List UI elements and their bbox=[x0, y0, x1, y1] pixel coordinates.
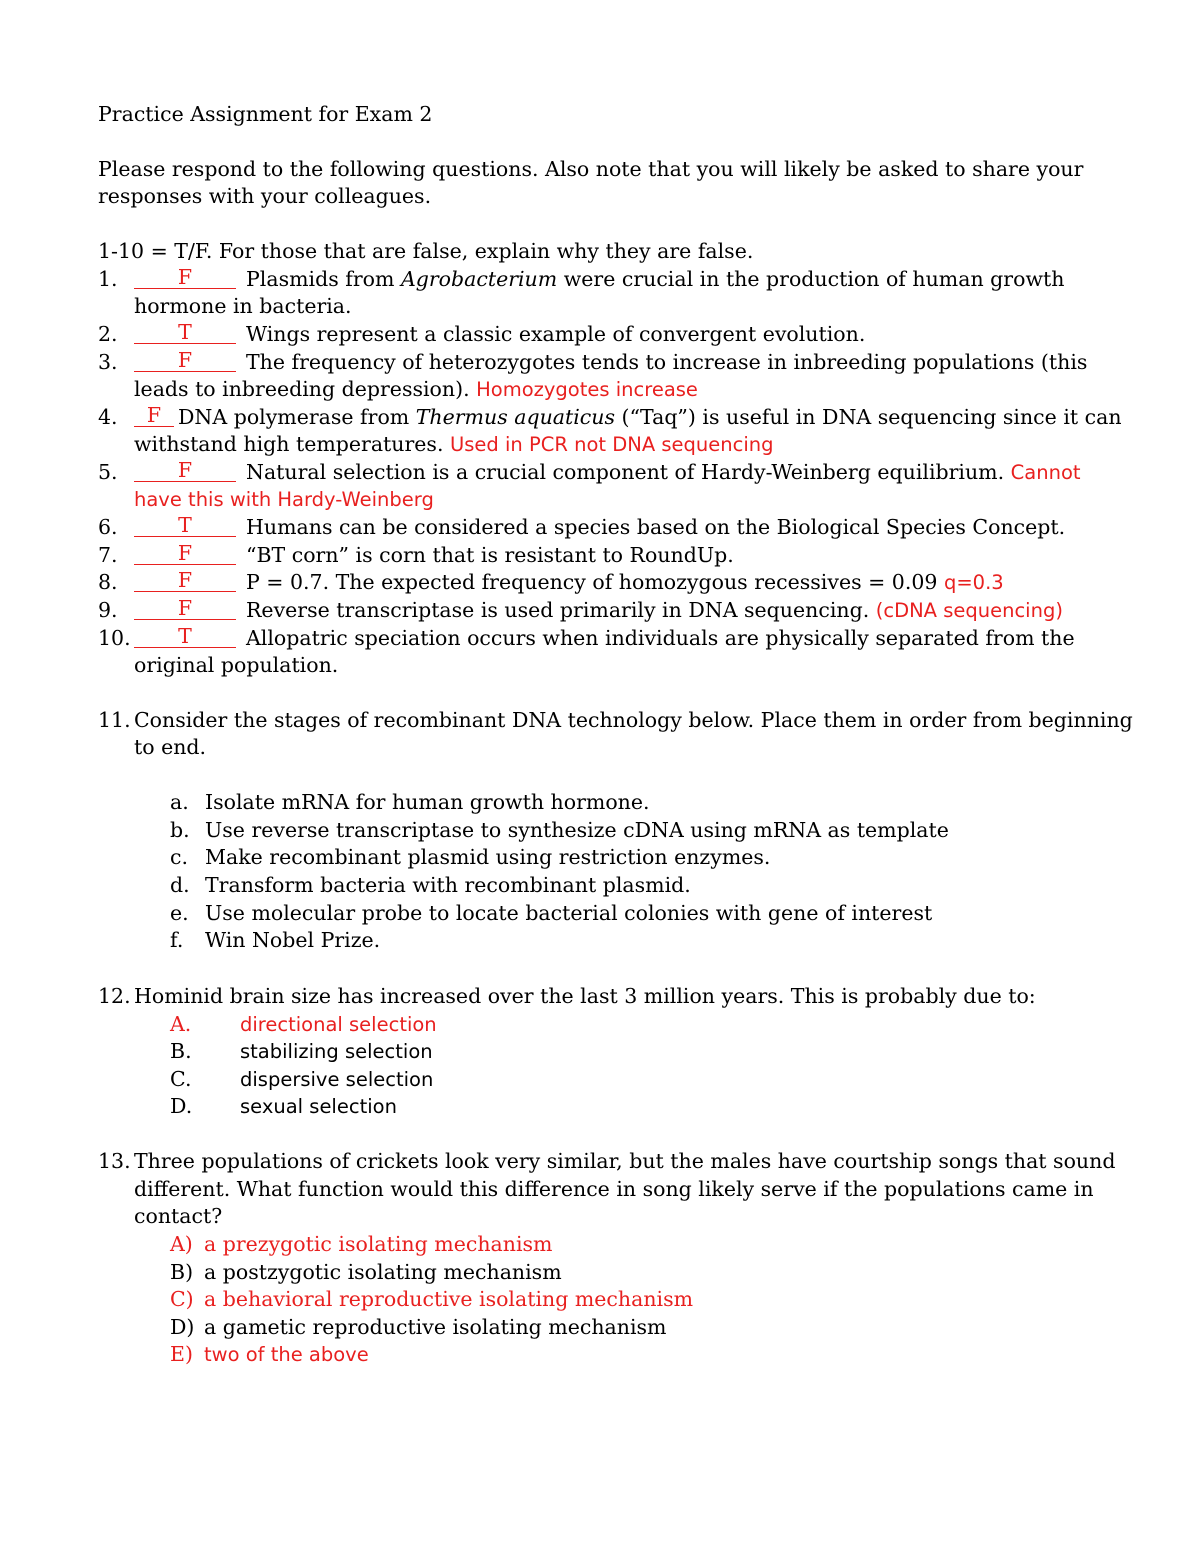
question-text: Wings represent a classic example of convergent evolution. bbox=[246, 322, 866, 346]
option-letter: A) bbox=[170, 1232, 193, 1256]
intro-line-2: responses with your colleagues. bbox=[98, 184, 432, 208]
answer-blank: F bbox=[134, 404, 174, 427]
answer-blank: T bbox=[134, 321, 236, 344]
intro-line-1: Please respond to the following questions. Also note that you will likely be asked to share your bbox=[98, 157, 1084, 181]
question-text: Plasmids from bbox=[246, 267, 401, 291]
tf-question-3-cont bbox=[134, 376, 698, 404]
answer-note: Cannot bbox=[1010, 461, 1081, 484]
option-e bbox=[170, 1341, 369, 1369]
tf-question-5-note-cont: have this with Hardy-Weinberg bbox=[134, 488, 434, 511]
question-11-cont: to end. bbox=[134, 735, 207, 759]
question-number: 8. bbox=[98, 570, 118, 594]
answer-blank: F bbox=[134, 266, 236, 289]
answer-blank: F bbox=[134, 597, 236, 620]
answer-note: (cDNA sequencing) bbox=[875, 599, 1063, 622]
list-item bbox=[170, 872, 691, 900]
answer-note: Used in PCR not DNA sequencing bbox=[449, 433, 774, 456]
list-item bbox=[170, 789, 650, 817]
tf-header: 1-10 = T/F. For those that are false, explain why they are false. bbox=[98, 239, 754, 263]
option-text: a postzygotic isolating mechanism bbox=[204, 1260, 562, 1284]
option-text: two of the above bbox=[204, 1343, 369, 1366]
question-text: Consider the stages of recombinant DNA technology below. Place them in order from beginning bbox=[134, 708, 1133, 732]
answer-blank: F bbox=[134, 349, 236, 372]
option-a bbox=[170, 1011, 437, 1039]
option-letter: E) bbox=[170, 1342, 193, 1366]
question-text: Three populations of crickets look very similar, but the males have courtship songs that sound bbox=[134, 1149, 1116, 1173]
question-12 bbox=[98, 983, 1036, 1011]
item-text: Win Nobel Prize. bbox=[205, 928, 381, 952]
option-letter: D. bbox=[170, 1094, 193, 1118]
question-text: DNA polymerase from bbox=[178, 405, 416, 429]
option-d bbox=[170, 1314, 667, 1342]
question-number: 7. bbox=[98, 543, 118, 567]
item-letter: b. bbox=[170, 818, 190, 842]
question-text: Reverse transcriptase is used primarily in DNA sequencing. bbox=[246, 598, 876, 622]
tf-question-1-cont: hormone in bacteria. bbox=[134, 294, 352, 318]
item-letter: d. bbox=[170, 873, 190, 897]
option-text: a gametic reproductive isolating mechanism bbox=[204, 1315, 667, 1339]
question-text: (“Taq”) is useful in DNA sequencing since it can bbox=[615, 405, 1122, 429]
option-text: sexual selection bbox=[240, 1095, 397, 1118]
question-13-cont: contact? bbox=[134, 1204, 223, 1228]
option-text: a prezygotic isolating mechanism bbox=[204, 1232, 553, 1256]
option-letter: A. bbox=[170, 1012, 192, 1036]
question-number: 11. bbox=[98, 708, 131, 732]
answer-blank: T bbox=[134, 514, 236, 537]
question-11 bbox=[98, 707, 1133, 735]
option-a bbox=[170, 1231, 553, 1259]
option-text: directional selection bbox=[240, 1013, 437, 1036]
answer-note: Homozygotes increase bbox=[476, 378, 698, 401]
option-text: stabilizing selection bbox=[240, 1040, 433, 1063]
question-number: 9. bbox=[98, 598, 118, 622]
question-text-italic: Thermus aquaticus bbox=[415, 405, 616, 429]
question-text: Hominid brain size has increased over the last 3 million years. This is probably due to: bbox=[134, 984, 1036, 1008]
question-text: The frequency of heterozygotes tends to increase in inbreeding populations (this bbox=[246, 350, 1088, 374]
item-text: Make recombinant plasmid using restriction enzymes. bbox=[205, 845, 771, 869]
option-letter: B) bbox=[170, 1260, 194, 1284]
option-text: dispersive selection bbox=[240, 1068, 434, 1091]
list-item bbox=[170, 817, 949, 845]
question-text: were crucial in the production of human growth bbox=[557, 267, 1065, 291]
tf-question-10-cont: original population. bbox=[134, 653, 339, 677]
question-text: Allopatric speciation occurs when individuals are physically separated from the bbox=[246, 626, 1075, 650]
question-text: withstand high temperatures. bbox=[134, 432, 450, 456]
question-text: “BT corn” is corn that is resistant to RoundUp. bbox=[246, 543, 734, 567]
option-letter: C) bbox=[170, 1287, 194, 1311]
question-13-cont: different. What function would this difference in song likely serve if the populations came in bbox=[134, 1177, 1094, 1201]
option-letter: D) bbox=[170, 1315, 195, 1339]
option-d bbox=[170, 1093, 397, 1121]
question-number: 4. bbox=[98, 405, 118, 429]
question-text: Natural selection is a crucial component of Hardy-Weinberg equilibrium. bbox=[246, 460, 1011, 484]
question-text: P = 0.7. The expected frequency of homozygous recessives = 0.09 bbox=[246, 570, 944, 594]
question-text: leads to inbreeding depression). bbox=[134, 377, 477, 401]
item-letter: c. bbox=[170, 845, 188, 869]
question-number: 3. bbox=[98, 350, 118, 374]
list-item bbox=[170, 927, 381, 955]
question-number: 5. bbox=[98, 460, 118, 484]
list-item bbox=[170, 844, 771, 872]
item-letter: a. bbox=[170, 790, 189, 814]
tf-question-4-cont bbox=[134, 431, 774, 459]
answer-note: q=0.3 bbox=[943, 571, 1004, 594]
question-13 bbox=[98, 1148, 1116, 1176]
item-text: Transform bacteria with recombinant plasmid. bbox=[205, 873, 691, 897]
option-b bbox=[170, 1038, 433, 1066]
option-c bbox=[170, 1066, 434, 1094]
question-number: 12. bbox=[98, 984, 131, 1008]
item-text: Use reverse transcriptase to synthesize cDNA using mRNA as template bbox=[205, 818, 949, 842]
question-text: Humans can be considered a species based on the Biological Species Concept. bbox=[246, 515, 1066, 539]
item-letter: e. bbox=[170, 901, 189, 925]
question-number: 6. bbox=[98, 515, 118, 539]
question-text-italic: Agrobacterium bbox=[400, 267, 558, 291]
list-item bbox=[170, 900, 933, 928]
item-text: Isolate mRNA for human growth hormone. bbox=[205, 790, 650, 814]
item-letter: f. bbox=[170, 928, 184, 952]
page-title: Practice Assignment for Exam 2 bbox=[98, 102, 433, 126]
question-number: 13. bbox=[98, 1149, 131, 1173]
answer-blank: F bbox=[134, 569, 236, 592]
option-letter: B. bbox=[170, 1039, 192, 1063]
option-letter: C. bbox=[170, 1067, 192, 1091]
answer-blank: F bbox=[134, 459, 236, 482]
option-b bbox=[170, 1259, 562, 1287]
option-c bbox=[170, 1286, 694, 1314]
item-text: Use molecular probe to locate bacterial colonies with gene of interest bbox=[205, 901, 933, 925]
answer-blank: T bbox=[134, 625, 236, 648]
question-number: 1. bbox=[98, 267, 118, 291]
answer-blank: F bbox=[134, 542, 236, 565]
option-text: a behavioral reproductive isolating mechanism bbox=[204, 1287, 694, 1311]
question-number: 2. bbox=[98, 322, 118, 346]
question-number: 10. bbox=[98, 626, 131, 650]
